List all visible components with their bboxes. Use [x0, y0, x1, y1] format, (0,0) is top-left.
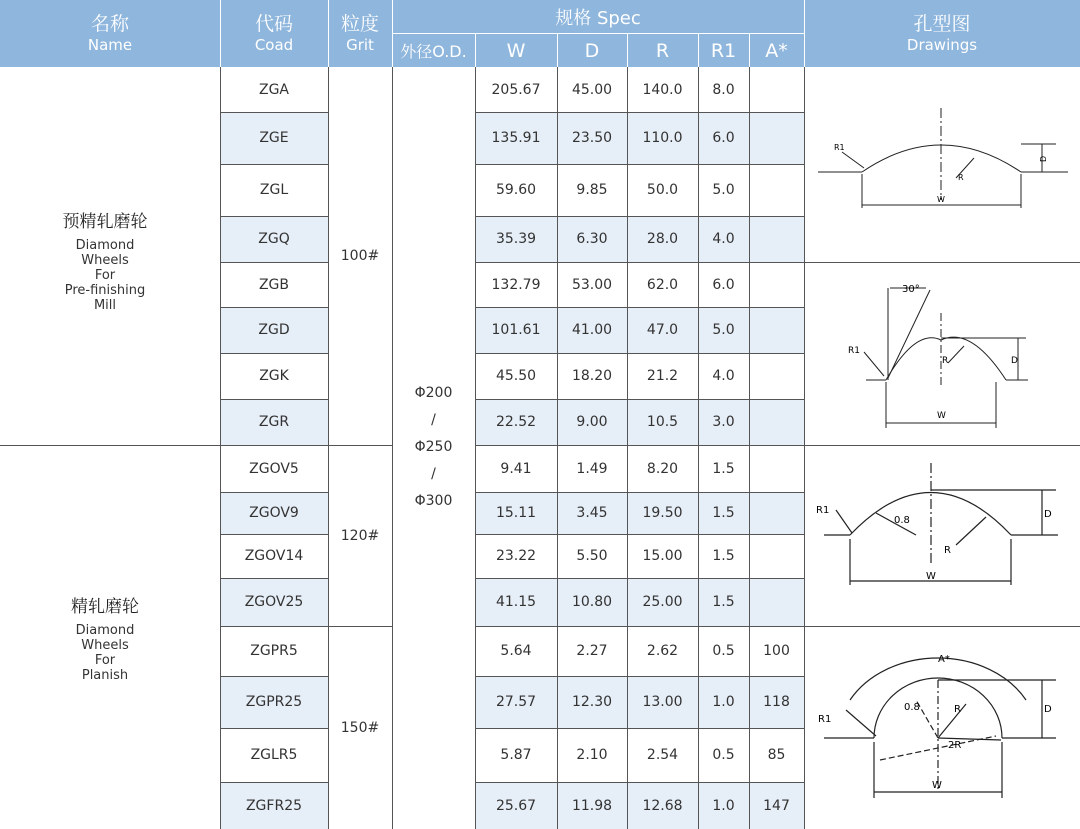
header-divider: [557, 34, 558, 67]
group-prefinishing-en: Pre-finishing: [64, 283, 146, 298]
row-a-value: 118: [763, 694, 790, 710]
drawing-label: W: [926, 571, 936, 582]
row-code: ZGK: [259, 368, 289, 384]
group-prefinishing-en: Mill: [93, 298, 117, 313]
row-r1-value: 1.5: [712, 460, 735, 477]
row-a-value: [749, 164, 804, 216]
grid-line: [392, 67, 393, 829]
row-divider: [475, 578, 804, 579]
drawing-label: R1: [848, 346, 860, 356]
group-divider: [804, 445, 1080, 446]
row-r-value: 8.20: [646, 460, 679, 477]
row-w-value: 205.67: [491, 81, 541, 98]
row-code: ZGQ: [258, 231, 290, 247]
row-divider: [220, 782, 328, 783]
row-code: ZGE: [259, 130, 289, 146]
row-r1-value: 5.0: [712, 322, 735, 338]
row-w-value: 22.52: [495, 414, 537, 430]
group-prefinishing: [0, 200, 210, 320]
drawing-profile-peak: [806, 268, 1076, 440]
group-divider: [0, 445, 392, 446]
row-r-value: 10.5: [646, 414, 679, 430]
header-drawings: [804, 0, 1080, 67]
row-code: ZGPR5: [250, 643, 298, 659]
drawing-profile-oval: [806, 455, 1076, 620]
group-planish-en: Planish: [81, 668, 129, 683]
row-code: ZGA: [258, 81, 290, 98]
row-code: ZGFR25: [245, 797, 303, 814]
row-d-value: 9.85: [576, 182, 608, 198]
row-r-value: 19.50: [642, 505, 683, 521]
grit-value: 100#: [340, 248, 380, 264]
row-w-value: 5.87: [500, 747, 532, 763]
header-code: [220, 0, 328, 67]
row-a-value: [749, 534, 804, 578]
row-r-value: 25.00: [642, 594, 683, 610]
od-separator: /: [431, 466, 436, 482]
drawing-label: 0.8: [894, 515, 910, 526]
header-divider: [749, 34, 750, 67]
row-d-value: 53.00: [571, 276, 613, 293]
row-divider: [475, 353, 804, 354]
row-divider: [220, 626, 328, 627]
row-divider: [220, 112, 328, 113]
header-grit-en: Grit: [346, 35, 374, 54]
group-divider: [804, 626, 1080, 627]
row-w-value: 15.11: [495, 505, 537, 521]
row-r1-value: 1.5: [712, 505, 735, 521]
row-divider: [475, 676, 804, 677]
row-w-value: 25.67: [495, 797, 537, 814]
row-r1-value: 0.5: [712, 747, 735, 763]
row-code: ZGOV5: [249, 460, 299, 477]
header-grit: [328, 0, 392, 67]
header-r1: R1: [698, 34, 749, 67]
row-d-value: 1.49: [576, 460, 608, 477]
header-divider: [627, 34, 628, 67]
drawing-profile-arc: [806, 100, 1076, 230]
drawing-label: 2R: [948, 740, 962, 751]
group-prefinishing-en: For: [94, 268, 116, 283]
grid-line: [475, 67, 476, 829]
row-divider: [220, 728, 328, 729]
row-w-value: 59.60: [495, 182, 537, 198]
row-r1-value: 1.5: [712, 594, 735, 610]
drawing-profile-round: [806, 640, 1076, 825]
row-divider: [475, 216, 804, 217]
drawing-label: W: [932, 780, 942, 791]
row-divider: [475, 112, 804, 113]
group-prefinishing-cn: 预精轧磨轮: [62, 212, 148, 232]
row-r-value: 13.00: [642, 694, 683, 710]
row-w-value: 132.79: [491, 276, 541, 293]
grid-line: [749, 67, 750, 829]
header-divider: [328, 0, 329, 67]
header-r: R: [627, 34, 698, 67]
row-a-value: 100: [763, 643, 790, 659]
row-divider: [220, 307, 328, 308]
header-drawings-cn: 孔型图: [913, 12, 971, 35]
header-grit-cn: 粒度: [340, 12, 379, 35]
row-divider: [475, 445, 804, 446]
row-w-value: 101.61: [491, 322, 541, 338]
drawing-label: R: [942, 356, 949, 366]
row-w-value: 41.15: [495, 594, 537, 610]
header-divider: [698, 34, 699, 67]
row-d-value: 3.45: [576, 505, 608, 521]
row-d-value: 9.00: [576, 414, 608, 430]
header-w: W: [475, 34, 557, 67]
row-d-value: 41.00: [571, 322, 613, 338]
row-a-value: [749, 112, 804, 164]
grid-line: [220, 67, 221, 829]
row-r-value: 140.0: [642, 81, 683, 98]
header-divider: [392, 33, 804, 34]
row-r1-value: 1.0: [712, 694, 735, 710]
row-a-value: [749, 67, 804, 112]
header-d: D: [557, 34, 627, 67]
row-divider: [475, 164, 804, 165]
row-code: ZGOV9: [249, 505, 299, 521]
header-code-en: Coad: [254, 35, 294, 54]
row-divider: [220, 353, 328, 354]
od-value: Φ250: [414, 439, 453, 455]
row-r-value: 21.2: [646, 368, 679, 384]
row-a-value: [749, 307, 804, 353]
row-code: ZGL: [259, 182, 289, 198]
row-r1-value: 8.0: [712, 81, 735, 98]
row-d-value: 12.30: [571, 694, 613, 710]
row-a-value: [749, 445, 804, 492]
header-drawings-en: Drawings: [906, 35, 978, 54]
row-w-value: 5.64: [500, 643, 532, 659]
row-d-value: 5.50: [576, 548, 608, 564]
row-w-value: 23.22: [495, 548, 537, 564]
row-r-value: 47.0: [646, 322, 679, 338]
row-divider: [475, 728, 804, 729]
header-name: [0, 0, 220, 67]
row-r-value: 2.62: [646, 643, 679, 659]
row-r1-value: 4.0: [712, 368, 735, 384]
row-d-value: 11.98: [571, 797, 613, 814]
row-r-value: 2.54: [646, 747, 679, 763]
drawing-label: D: [1044, 704, 1052, 715]
drawing-label: 30°: [902, 284, 920, 295]
row-w-value: 45.50: [495, 368, 537, 384]
row-r-value: 110.0: [642, 130, 683, 146]
grid-line: [804, 67, 805, 829]
row-divider: [220, 262, 328, 263]
grid-line: [557, 67, 558, 829]
group-planish-en: Diamond: [75, 623, 135, 638]
row-a-value: 85: [767, 747, 786, 763]
drawing-label: D: [1044, 509, 1052, 520]
row-code: ZGB: [258, 276, 290, 293]
grid-line: [698, 67, 699, 829]
group-prefinishing-en: Diamond: [75, 238, 135, 253]
drawing-label: D: [1039, 155, 1048, 162]
row-divider: [475, 782, 804, 783]
drawing-label: R: [944, 545, 951, 556]
row-r1-value: 1.5: [712, 548, 735, 564]
drawing-label: R1: [834, 143, 845, 152]
row-code: ZGLR5: [250, 747, 298, 763]
drawing-label: R1: [818, 714, 832, 725]
row-code: ZGR: [258, 414, 290, 430]
row-r1-value: 3.0: [712, 414, 735, 430]
row-r1-value: 5.0: [712, 182, 735, 198]
row-divider: [220, 492, 328, 493]
row-a-value: [749, 492, 804, 534]
row-divider: [475, 307, 804, 308]
grit-value: 120#: [340, 527, 380, 544]
drawing-label: R1: [816, 505, 830, 516]
row-a-value: [749, 578, 804, 626]
row-r1-value: 1.0: [712, 797, 735, 814]
row-divider: [220, 399, 328, 400]
row-a-value: [749, 262, 804, 307]
row-r-value: 28.0: [646, 231, 679, 247]
header-spec-title: 规格 Spec: [392, 0, 804, 34]
row-divider: [220, 216, 328, 217]
row-w-value: 135.91: [491, 130, 541, 146]
od-separator: /: [431, 412, 436, 428]
row-r-value: 62.0: [646, 276, 679, 293]
row-r1-value: 0.5: [712, 643, 735, 659]
drawing-label: R: [954, 704, 961, 715]
drawing-label: D: [1011, 356, 1018, 366]
header-divider: [220, 0, 221, 67]
row-d-value: 45.00: [571, 81, 613, 98]
header-code-cn: 代码: [254, 12, 293, 35]
row-a-value: [749, 216, 804, 262]
row-divider: [475, 399, 804, 400]
header-od: 外径O.D.: [392, 34, 475, 67]
drawing-label: W: [937, 411, 946, 421]
row-d-value: 10.80: [571, 594, 613, 610]
row-r1-value: 4.0: [712, 231, 735, 247]
row-d-value: 23.50: [571, 130, 613, 146]
row-code: ZGD: [258, 322, 290, 338]
row-w-value: 35.39: [495, 231, 537, 247]
row-r1-value: 6.0: [712, 130, 735, 146]
header-name-en: Name: [87, 35, 133, 54]
row-w-value: 9.41: [500, 460, 532, 477]
row-divider: [475, 492, 804, 493]
row-a-value: [749, 399, 804, 445]
row-divider: [220, 676, 328, 677]
header-divider: [475, 34, 476, 67]
header-divider: [804, 0, 805, 67]
row-w-value: 27.57: [495, 694, 537, 710]
group-planish-en: Wheels: [81, 638, 129, 653]
row-divider: [220, 164, 328, 165]
row-code: ZGOV25: [244, 594, 304, 610]
grit-value: 150#: [340, 719, 380, 736]
row-divider: [475, 262, 804, 263]
row-r-value: 50.0: [646, 182, 679, 198]
row-divider: [475, 626, 804, 627]
group-planish: [0, 585, 210, 690]
grit-divider: [328, 626, 392, 627]
grid-line: [627, 67, 628, 829]
drawing-label: W: [937, 195, 945, 204]
row-divider: [220, 534, 328, 535]
drawing-label: R: [958, 173, 964, 182]
drawing-label: A*: [938, 654, 950, 665]
group-planish-en: For: [94, 653, 116, 668]
od-value: Φ300: [414, 493, 453, 509]
header-name-cn: 名称: [90, 12, 129, 35]
row-a-value: [749, 353, 804, 399]
row-code: ZGPR25: [245, 694, 303, 710]
row-code: ZGOV14: [244, 548, 304, 564]
row-divider: [220, 578, 328, 579]
grid-line: [328, 67, 329, 829]
row-r-value: 12.68: [642, 797, 683, 814]
group-planish-cn: 精轧磨轮: [71, 597, 139, 617]
row-d-value: 2.10: [576, 747, 608, 763]
row-divider: [475, 534, 804, 535]
row-r-value: 15.00: [642, 548, 683, 564]
row-d-value: 6.30: [576, 231, 608, 247]
row-r1-value: 6.0: [712, 276, 735, 293]
header-a: A*: [749, 34, 804, 67]
row-d-value: 2.27: [576, 643, 608, 659]
group-divider: [804, 262, 1080, 263]
od-value: Φ200: [414, 385, 453, 401]
row-d-value: 18.20: [571, 368, 613, 384]
drawing-label: 0.8: [904, 702, 920, 713]
row-a-value: 147: [763, 797, 790, 814]
group-prefinishing-en: Wheels: [81, 253, 129, 268]
od-values: [392, 380, 475, 515]
